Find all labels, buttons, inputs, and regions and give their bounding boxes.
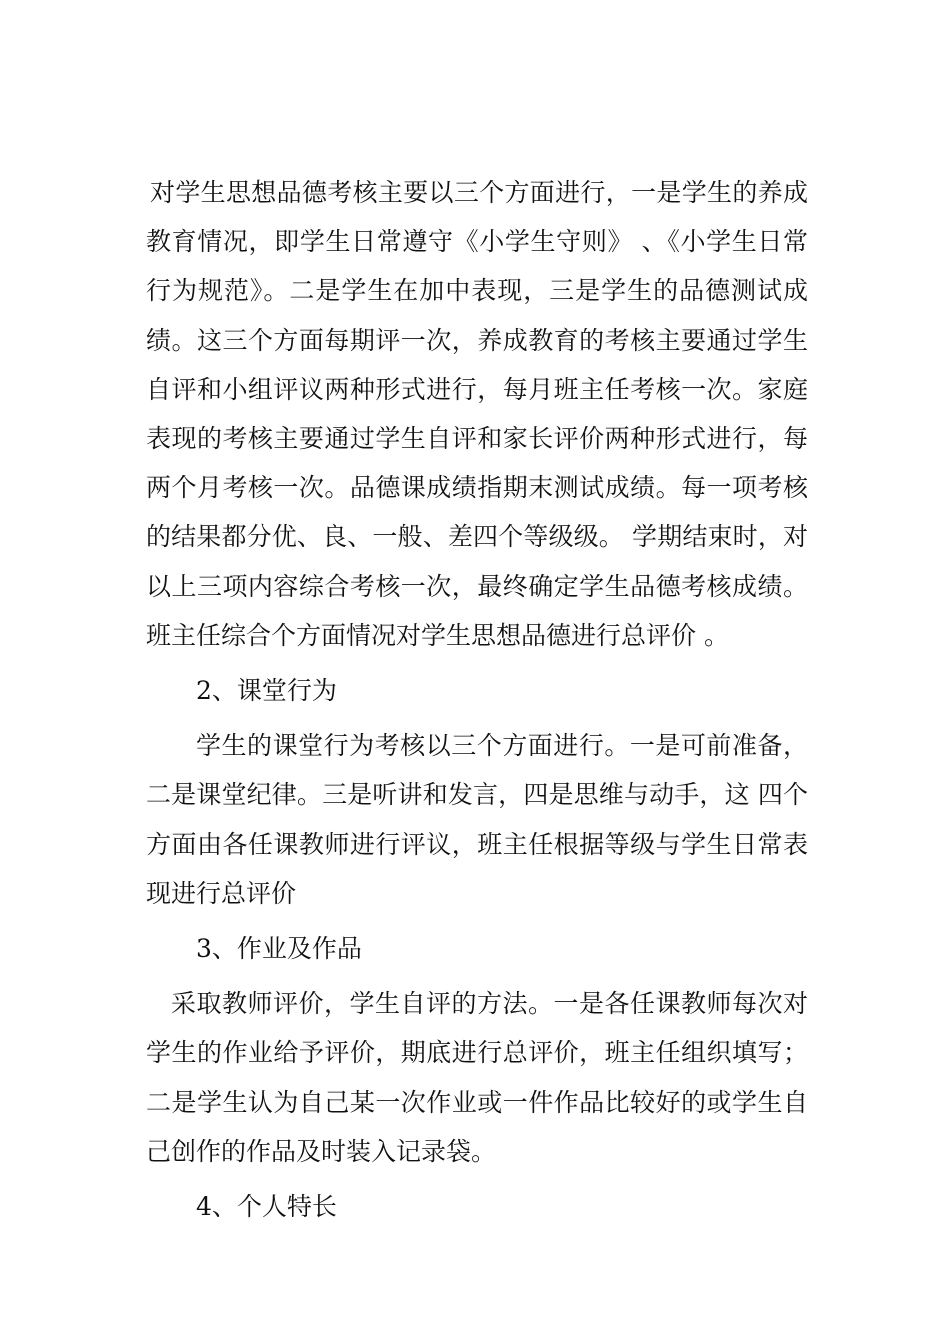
paragraph-homework-works: 采取教师评价，学生自评的方法。一是各任课教师每次对学生的作业给予评价，期底进行总评价，班主任组织填写；二是学生认为自己某一次作业或一件作品比较好的或学生自己创作的作品及时装入记录袋。 — [146, 989, 808, 1166]
heading-homework-works: 3、作业及作品 — [196, 934, 362, 964]
document-page — [146, 168, 808, 1231]
heading-classroom-behavior: 2、课堂行为 — [196, 676, 337, 706]
heading-personal-strengths: 4、个人特长 — [196, 1192, 337, 1222]
paragraph-moral-assessment: 对学生思想品德考核主要以三个方面进行，一是学生的养成教育情况，即学生日常遵守《小学生守则》 、《小学生日常行为规范》。二是学生在加中表现，三是学生的品德测试成绩。这三个方面每期评一次，养成教育的考核主要通过学生自评和小组评议两种形式进行，每月班主任考核一次。家庭表现的考核主要通过学生自评和家长评价两种形式进行，每两个月考核一次。品德课成绩指期末测试成绩。每一项考核的结果都分优、良、一般、差四个等级级。 学期结束时，对以上三项内容综合考核一次，最终确定学生品德考核成绩。班主任综合个方面情况对学生思想品德进行总评价 。 — [146, 178, 808, 650]
paragraph-classroom-behavior: 学生的课堂行为考核以三个方面进行。一是可前准备，二是课堂纪律。三是听讲和发言，四是思维与动手，这 四个方面由各任课教师进行评议，班主任根据等级与学生日常表现进行总评价 — [146, 731, 808, 908]
